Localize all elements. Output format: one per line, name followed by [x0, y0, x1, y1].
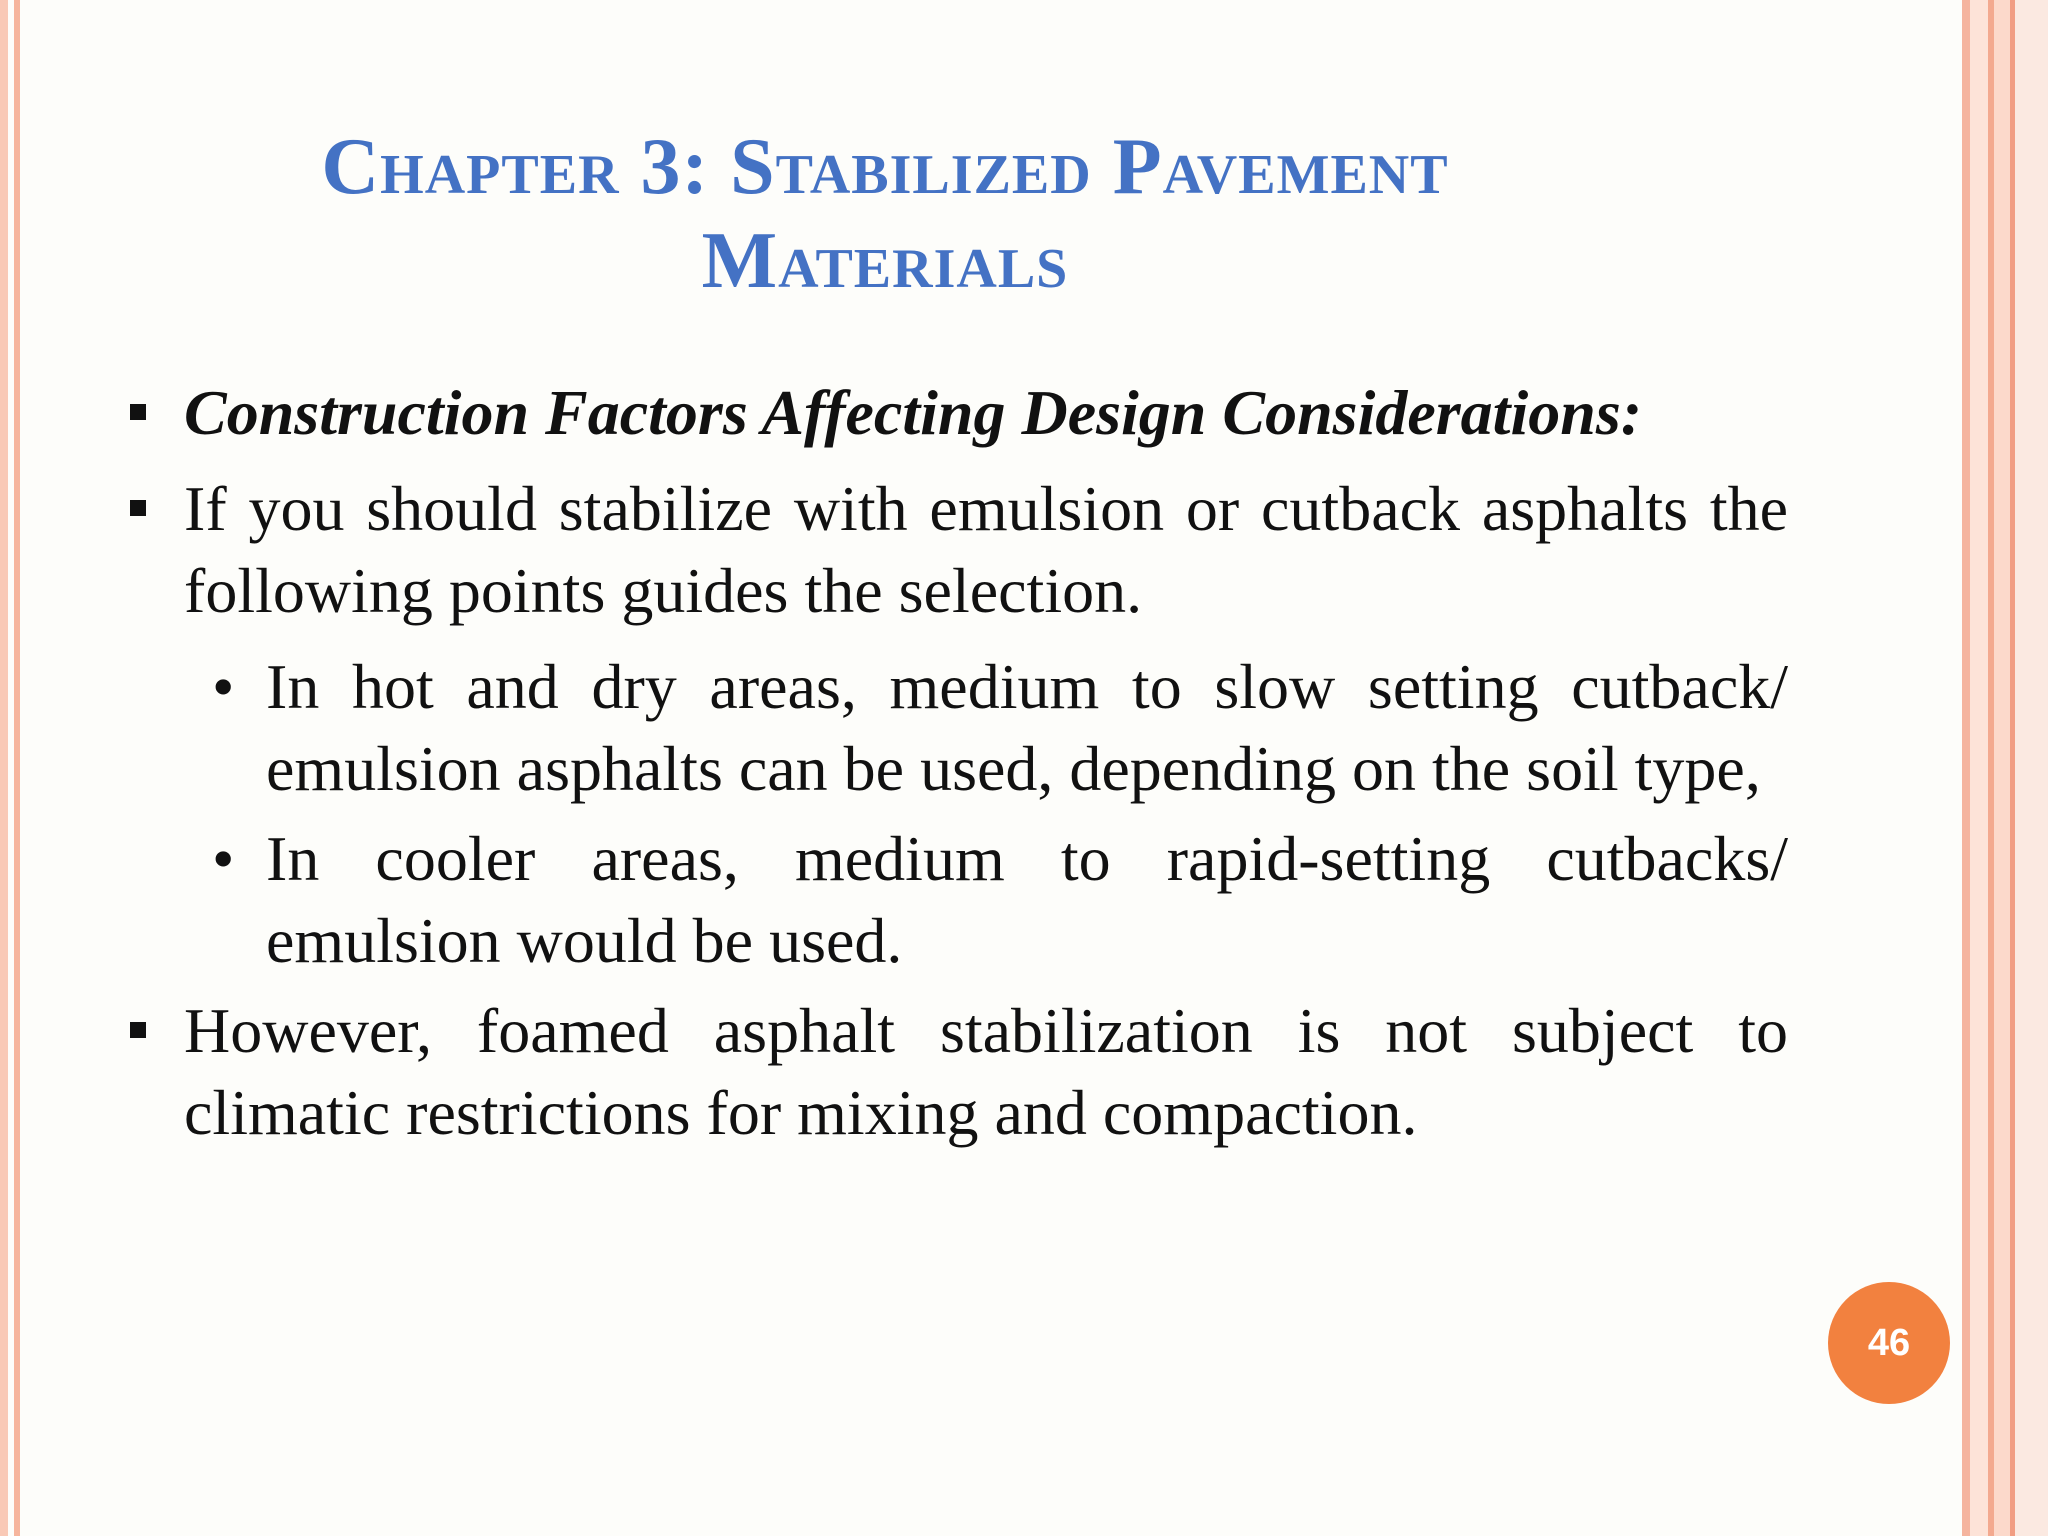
right-border-stripe: [1970, 0, 1988, 1536]
slide-title-line-2: Materials: [701, 217, 1069, 305]
square-bullet-icon: [130, 500, 146, 516]
right-border-stripe: [2015, 0, 2048, 1536]
square-bullet-icon: [130, 404, 146, 420]
bullet-item: [120, 990, 1788, 1154]
sub-bullet-item: [202, 646, 1788, 810]
dot-bullet-icon: •: [212, 823, 235, 894]
sub-bullet-item: [202, 818, 1788, 982]
bullet-item: [120, 468, 1788, 632]
bullet-heading: [120, 372, 1788, 454]
left-border-stripe-inner: [14, 0, 20, 1536]
sub-bullet-text: In hot and dry areas, medium to slow setting cutback/ emulsion asphalts can be used, depending on the soil type,: [266, 651, 1788, 804]
dot-bullet-icon: •: [212, 651, 235, 722]
bullet-text: If you should stabilize with emulsion or cutback asphalts the following points guides the selection.: [184, 473, 1788, 626]
page-number-badge: [1828, 1282, 1950, 1404]
right-border-stripe: [1994, 0, 2010, 1536]
sub-bullet-text: In cooler areas, medium to rapid-setting cutbacks/ emulsion would be used.: [266, 823, 1788, 976]
slide-title-line-1: Chapter 3: Stabilized Pavement: [321, 123, 1449, 211]
section-heading: Construction Factors Affecting Design Considerations:: [184, 377, 1643, 448]
slide-body: [120, 372, 1788, 1168]
square-bullet-icon: [130, 1022, 146, 1038]
left-border-stripe: [0, 0, 8, 1536]
slide-title: [200, 120, 1570, 308]
bullet-text: However, foamed asphalt stabilization is not subject to climatic restrictions for mixing and compaction.: [184, 995, 1788, 1148]
right-border-stripe: [1962, 0, 1970, 1536]
page-number: 46: [1867, 1321, 1911, 1364]
